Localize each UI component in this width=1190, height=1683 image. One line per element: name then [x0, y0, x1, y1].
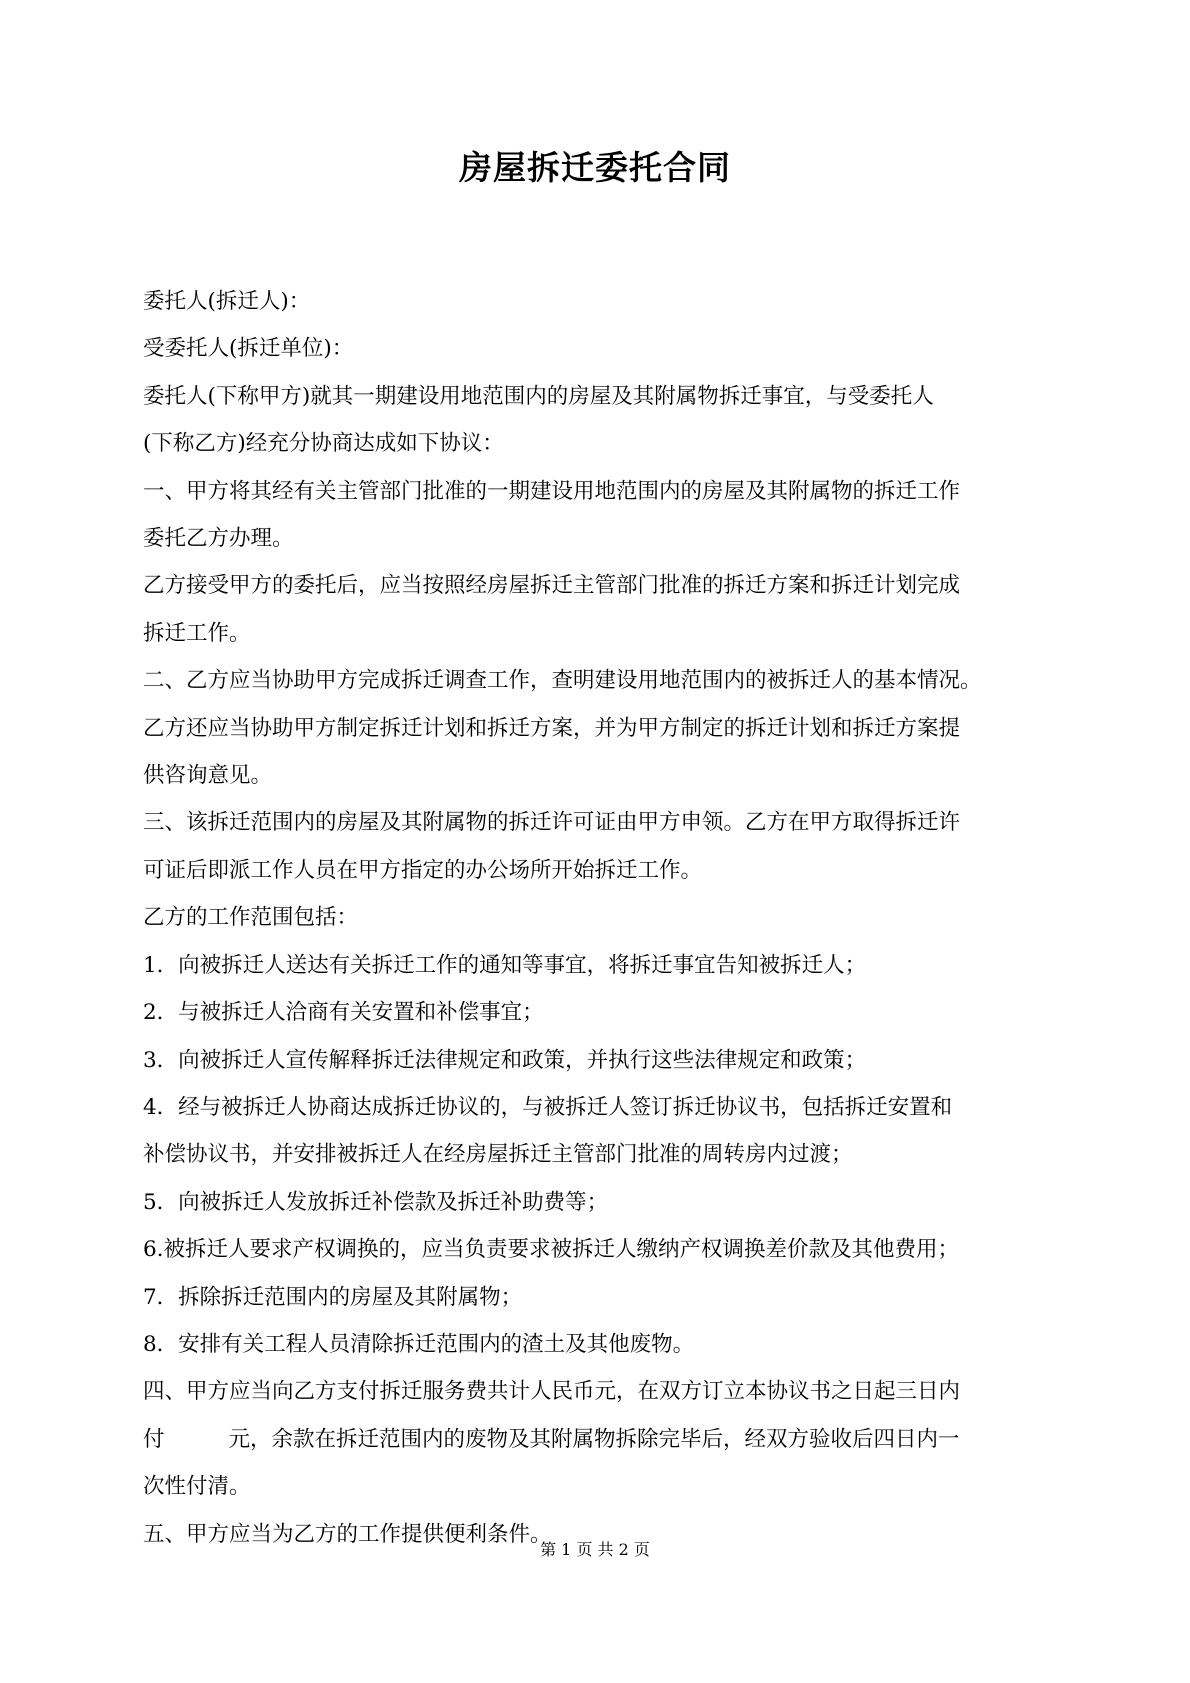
document-title: 房屋拆迁委托合同	[459, 148, 731, 187]
text-line: 补偿协议书，并安排被拆迁人在经房屋拆迁主管部门批准的周转房内过渡；	[143, 1142, 853, 1168]
text-line: 五、甲方应当为乙方的工作提供便利条件。	[143, 1521, 552, 1547]
text-line: 乙方还应当协助甲方制定拆迁计划和拆迁方案，并为甲方制定的拆迁计划和拆迁方案提	[143, 715, 961, 741]
text-line: 乙方的工作范围包括：	[143, 905, 359, 931]
text-line: (下称乙方)经充分协商达成如下协议：	[143, 431, 504, 457]
text-line: 三、该拆迁范围内的房屋及其附属物的拆迁许可证由甲方申领。乙方在甲方取得拆迁许	[143, 810, 961, 836]
list-item: 8．安排有关工程人员清除拆迁范围内的渣土及其他废物。	[143, 1331, 695, 1357]
text-line: 委托人(拆迁人)：	[143, 289, 311, 314]
text-line: 四、甲方应当向乙方支付拆迁服务费共计人民币元，在双方订立本协议书之日起三日内	[143, 1379, 961, 1405]
list-item: 6.被拆迁人要求产权调换的，应当负责要求被拆迁人缴纳产权调换差价款及其他费用；	[143, 1237, 960, 1263]
text-line: 一、甲方将其经有关主管部门批准的一期建设用地范围内的房屋及其附属物的拆迁工作	[143, 478, 961, 504]
page-footer: 第 1 页 共 2 页	[540, 1540, 650, 1559]
text-line: 拆迁工作。	[143, 620, 251, 646]
text-line: 次性付清。	[143, 1474, 251, 1500]
text-line: 委托乙方办理。	[143, 526, 294, 552]
text-line: 可证后即派工作人员在甲方指定的办公场所开始拆迁工作。	[143, 857, 703, 883]
text-line: 委托人(下称甲方)就其一期建设用地范围内的房屋及其附属物拆迁事宜，与受委托人	[143, 383, 934, 409]
list-item: 4．经与被拆迁人协商达成拆迁协议的，与被拆迁人签订拆迁协议书，包括拆迁安置和	[143, 1094, 953, 1120]
text-line: 受委托人(拆迁单位)：	[143, 336, 354, 362]
text-line: 供咨询意见。	[143, 763, 273, 789]
payment-line	[143, 1416, 1057, 1463]
text-line: 乙方接受甲方的委托后，应当按照经房屋拆迁主管部门批准的拆迁方案和拆迁计划完成	[143, 573, 961, 599]
list-item: 5．向被拆迁人发放拆迁补偿款及拆迁补助费等；	[143, 1189, 609, 1215]
list-item: 3．向被拆迁人宣传解释拆迁法律规定和政策，并执行这些法律规定和政策；	[143, 1047, 867, 1073]
document-body	[143, 278, 1057, 1558]
list-item: 2．与被拆迁人洽商有关安置和补偿事宜；	[143, 1000, 544, 1026]
payment-line-after: 元，余款在拆迁范围内的废物及其附属物拆除完毕后，经双方验收后四日内一	[228, 1426, 960, 1452]
payment-line-before: 付	[143, 1426, 165, 1452]
list-item: 1．向被拆迁人送达有关拆迁工作的通知等事宜，将拆迁事宜告知被拆迁人；	[143, 952, 867, 978]
list-item: 7．拆除拆迁范围内的房屋及其附属物；	[143, 1284, 523, 1310]
text-line: 二、乙方应当协助甲方完成拆迁调查工作，查明建设用地范围内的被拆迁人的基本情况。	[143, 668, 982, 694]
